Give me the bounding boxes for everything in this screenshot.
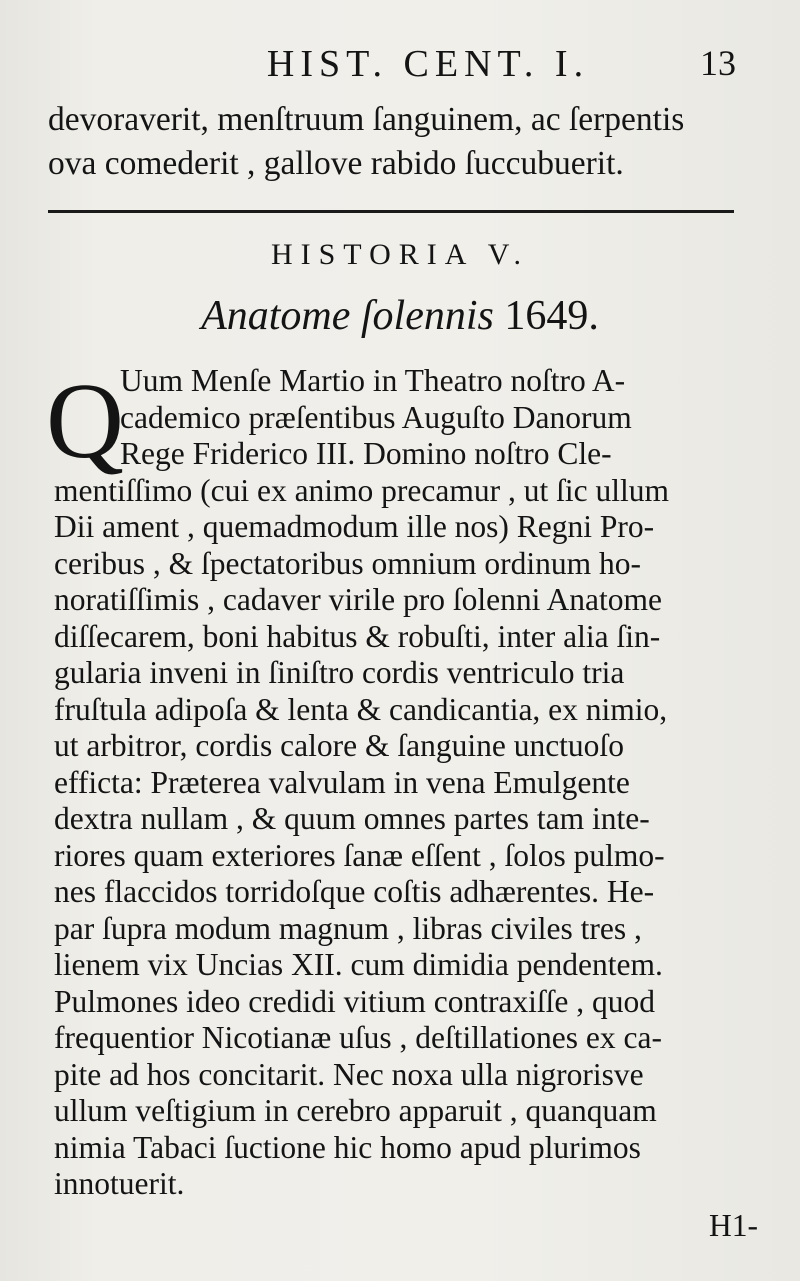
carryover-text <box>48 98 748 186</box>
text-line: Pulmones ideo credidi vitium contraxiſſe , quod <box>54 983 656 1019</box>
text-line: efficta: Præterea valvulam in vena Emulgente <box>54 764 630 800</box>
text-line: Uum Menſe Martio in Theatro noſtro A- <box>120 363 626 398</box>
section-heading <box>0 292 800 340</box>
text-line: frequentior Nicotianæ uſus , deſtillationes ex ca- <box>54 1020 662 1055</box>
text-line: gularia inveni in ſiniſtro cordis ventriculo tria <box>54 655 625 690</box>
text-line: mentiſſimo (cui ex animo precamur , ut ſic ullum <box>54 472 669 508</box>
text-line: noratiſſimis , cadaver virile pro ſolenni Anatome <box>54 582 662 617</box>
catchword: H1- <box>709 1208 758 1243</box>
section-divider <box>48 210 734 213</box>
text-line: ullum veſtigium in cerebro apparuit , quanquam <box>54 1093 657 1128</box>
text-line: fruſtula adipoſa & lenta & candicantia, ex nimio, <box>54 691 668 727</box>
text-line: Dii ament , quemadmodum ille nos) Regni Pro- <box>54 509 655 544</box>
text-line: dextra nullam , & quum omnes partes tam inte- <box>54 801 650 836</box>
text-line: ut arbitror, cordis calore & ſanguine unctuoſo <box>54 728 624 763</box>
text-line: nimia Tabaci ſuctione hic homo apud plurimos <box>54 1129 641 1165</box>
running-title: HIST. CENT. I. <box>266 43 590 85</box>
heading-year: 1649. <box>504 293 599 339</box>
page-header <box>48 42 748 92</box>
text-line: ceribus , & ſpectatoribus omnium ordinum ho- <box>54 545 642 581</box>
text-line: riores quam exteriores ſanæ eſſent , ſolos pulmo- <box>54 837 665 873</box>
heading-title: Anatome ſolennis <box>201 293 494 339</box>
body-text <box>54 363 754 1203</box>
text-line: pite ad hos concitarit. Nec noxa ulla nigrorisve <box>54 1056 644 1092</box>
text-line: Rege Friderico III. Domino noſtro Cle- <box>120 436 612 471</box>
text-line: par ſupra modum magnum , libras civiles tres , <box>54 910 642 946</box>
text-line: nes flaccidos torridoſque coſtis adhærentes. He- <box>54 874 655 909</box>
text-line: innotuerit. <box>54 1166 185 1201</box>
section-label: HISTORIA V. <box>270 238 530 271</box>
text-line: lienem vix Uncias XII. cum dimidia pendentem. <box>54 947 663 982</box>
text-line: diſſecarem, boni habitus & robuſti, inter alia ſin- <box>54 618 661 654</box>
text-line: ova comederit , gallove rabido ſuccubuerit. <box>48 145 624 182</box>
text-line: devoraverit, menſtruum ſanguinem, ac ſerpentis <box>48 101 685 138</box>
text-line: cademico præſentibus Auguſto Danorum <box>120 399 632 435</box>
page-number: 13 <box>700 43 736 83</box>
drop-cap: Q <box>46 362 124 481</box>
